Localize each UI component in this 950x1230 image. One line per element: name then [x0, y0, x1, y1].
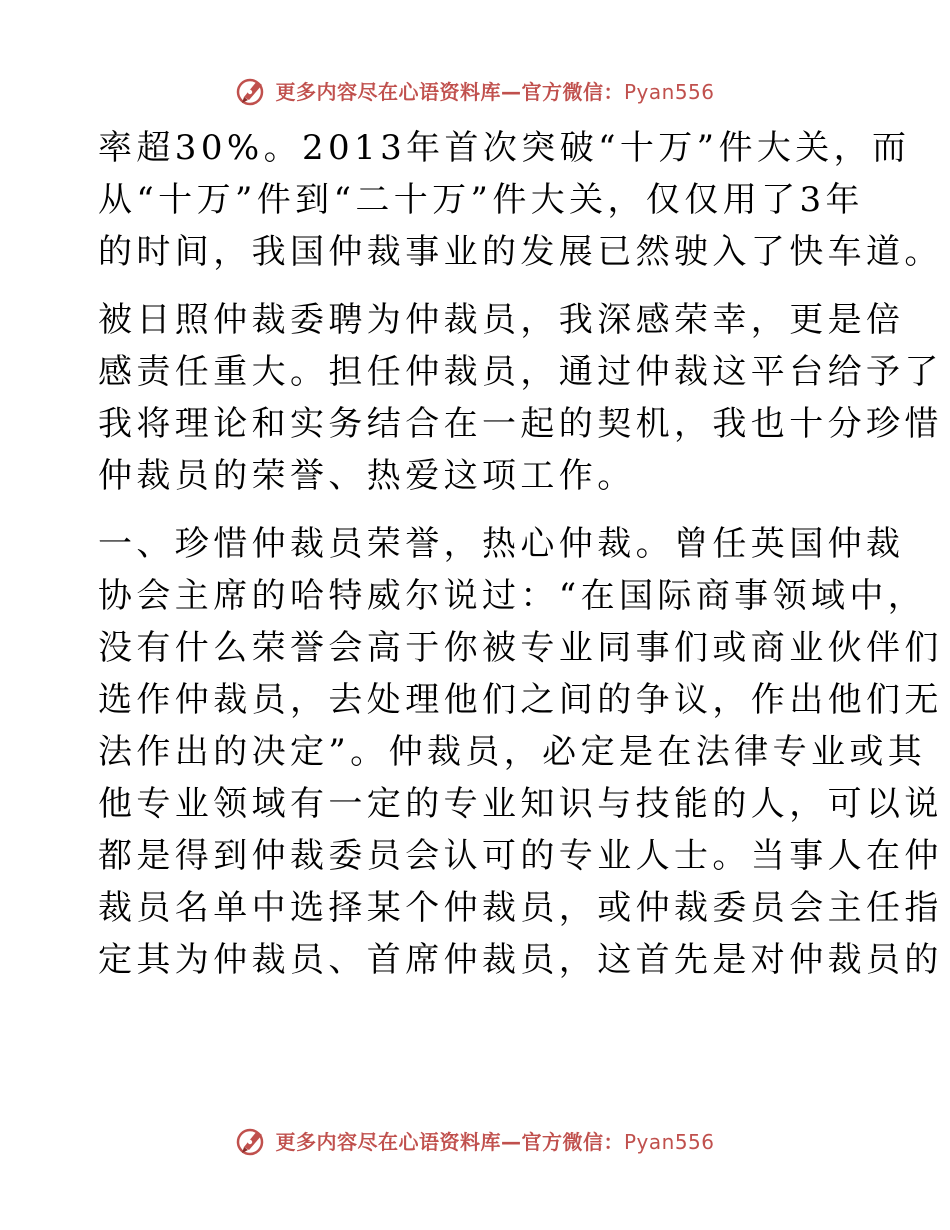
paragraph-2 — [98, 294, 943, 502]
paragraph-1 — [98, 122, 943, 278]
footer-banner-wechat: Pyan556 — [623, 1129, 715, 1154]
header-banner — [0, 70, 950, 110]
text-line: 我将理论和实务结合在一起的契机，我也十分珍惜 — [98, 404, 943, 444]
text-line: 他专业领域有一定的专业知识与技能的人，可以说 — [98, 784, 943, 824]
pen-nib-circle-icon — [235, 1123, 269, 1157]
header-banner-text — [275, 76, 714, 105]
text-line: 的时间，我国仲裁事业的发展已然驶入了快车道。 — [98, 232, 943, 272]
footer-banner-text — [275, 1126, 714, 1155]
text-line: 协会主席的哈特威尔说过：“在国际商事领域中， — [98, 576, 927, 616]
header-banner-label: 更多内容尽在心语资料库—官方微信： — [275, 79, 624, 104]
document-body — [98, 122, 943, 986]
header-banner-wechat: Pyan556 — [623, 79, 715, 104]
text-line: 仲裁员的荣誉、热爱这项工作。 — [98, 456, 636, 496]
text-line: 感责任重大。担任仲裁员，通过仲裁这平台给予了 — [98, 352, 943, 392]
paragraph-3 — [98, 518, 943, 986]
footer-banner-label: 更多内容尽在心语资料库—官方微信： — [275, 1129, 624, 1154]
text-line: 定其为仲裁员、首席仲裁员，这首先是对仲裁员的 — [98, 940, 943, 980]
text-line: 率超30%。2013年首次突破“十万”件大关，而 — [98, 128, 911, 168]
text-line: 裁员名单中选择某个仲裁员，或仲裁委员会主任指 — [98, 888, 943, 928]
text-line: 都是得到仲裁委员会认可的专业人士。当事人在仲 — [98, 836, 943, 876]
text-line: 选作仲裁员，去处理他们之间的争议，作出他们无 — [98, 680, 943, 720]
text-line: 被日照仲裁委聘为仲裁员，我深感荣幸，更是倍 — [98, 300, 905, 340]
pen-nib-circle-icon — [235, 73, 269, 107]
text-line: 从“十万”件到“二十万”件大关，仅仅用了3年 — [98, 180, 864, 220]
text-line: 法作出的决定”。仲裁员，必定是在法律专业或其 — [98, 732, 927, 772]
text-line: 一、珍惜仲裁员荣誉，热心仲裁。曾任英国仲裁 — [98, 524, 905, 564]
footer-banner — [0, 1120, 950, 1160]
text-line: 没有什么荣誉会高于你被专业同事们或商业伙伴们 — [98, 628, 943, 668]
